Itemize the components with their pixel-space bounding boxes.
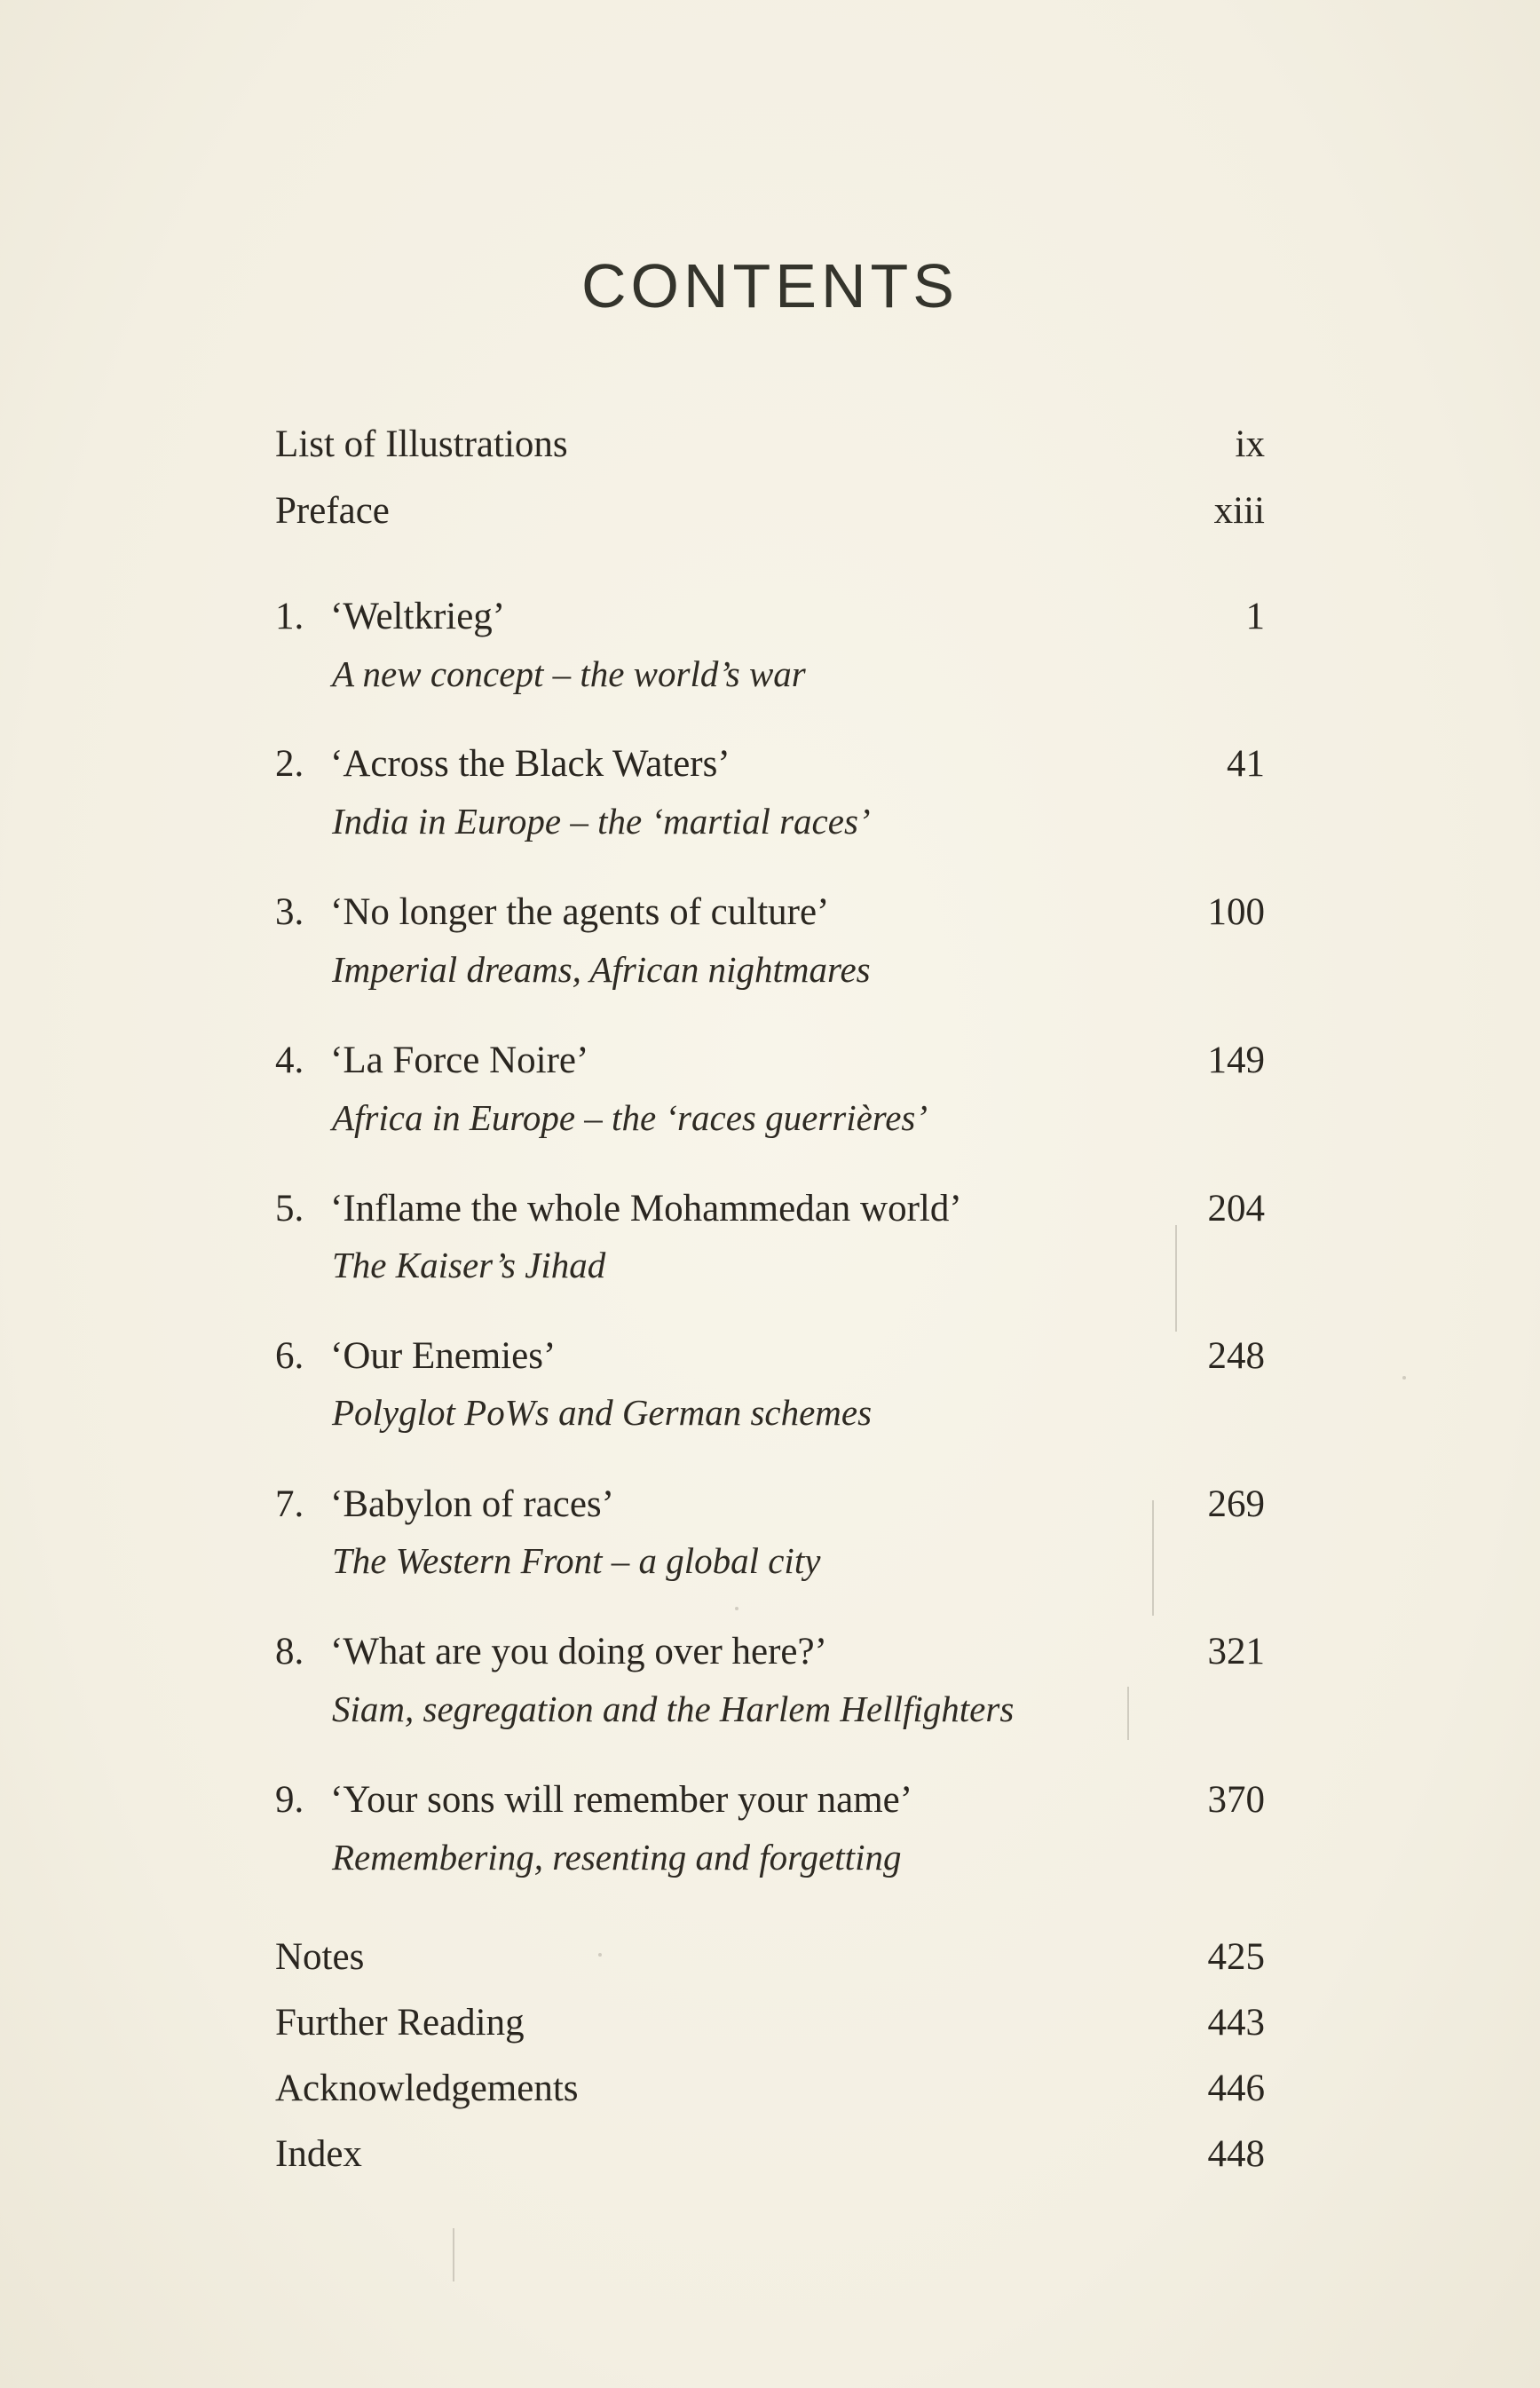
scan-mark <box>1402 1376 1406 1380</box>
toc-entry-page: xiii <box>1213 490 1265 532</box>
toc-entry-acknowledgements[interactable] <box>275 2067 1265 2111</box>
toc-chapter-9[interactable] <box>275 1778 1265 1823</box>
chapter-page: 204 <box>1207 1188 1265 1230</box>
chapter-page: 41 <box>1227 743 1265 785</box>
chapter-number: 5. <box>275 1188 304 1230</box>
chapter-page: 100 <box>1207 891 1265 933</box>
toc-entry-notes[interactable] <box>275 1935 1265 1980</box>
chapter-page: 370 <box>1207 1779 1265 1821</box>
toc-entry-label: List of Illustrations <box>275 423 568 465</box>
chapter-page: 149 <box>1207 1040 1265 1081</box>
toc-entry-page: 425 <box>1207 1936 1265 1978</box>
toc-entry-page: 448 <box>1207 2133 1265 2175</box>
chapter-subtitle: The Kaiser’s Jihad <box>332 1245 606 1285</box>
scan-mark <box>1175 1225 1177 1332</box>
chapter-title: ‘La Force Noire’ <box>330 1040 589 1081</box>
chapter-subtitle: Imperial dreams, African nightmares <box>332 949 871 990</box>
toc-entry-further-reading[interactable] <box>275 2001 1265 2045</box>
scan-mark <box>1152 1500 1154 1616</box>
toc-chapter-1[interactable] <box>275 595 1265 639</box>
page-title: CONTENTS <box>581 251 959 320</box>
chapter-number: 1. <box>275 596 304 637</box>
toc-entry-label: Acknowledgements <box>275 2068 579 2109</box>
chapter-subtitle: India in Europe – the ‘martial races’ <box>332 801 871 842</box>
chapter-subtitle: Africa in Europe – the ‘races guerrières’ <box>332 1097 928 1138</box>
chapter-title: ‘Weltkrieg’ <box>330 596 506 637</box>
chapter-subtitle: Polyglot PoWs and German schemes <box>332 1392 873 1433</box>
chapter-page: 1 <box>1245 596 1265 637</box>
toc-entry-page: 443 <box>1207 2002 1265 2044</box>
chapter-page: 321 <box>1207 1631 1265 1672</box>
chapter-number: 3. <box>275 891 304 933</box>
chapter-number: 2. <box>275 743 304 785</box>
toc-chapter-2[interactable] <box>275 742 1265 787</box>
toc-chapter-5[interactable] <box>275 1187 1265 1231</box>
toc-entry-page: ix <box>1235 423 1265 465</box>
chapter-title: ‘Your sons will remember your name’ <box>330 1779 913 1821</box>
chapter-number: 6. <box>275 1335 304 1377</box>
toc-chapter-3[interactable] <box>275 890 1265 935</box>
toc-entry-label: Index <box>275 2133 362 2175</box>
chapter-title: ‘Our Enemies’ <box>330 1335 557 1377</box>
chapter-title: ‘No longer the agents of culture’ <box>330 891 830 933</box>
chapter-title: ‘What are you doing over here?’ <box>330 1631 827 1672</box>
chapter-subtitle: A new concept – the world’s war <box>332 653 806 694</box>
scan-mark <box>1127 1687 1129 1740</box>
chapter-number: 4. <box>275 1040 304 1081</box>
chapter-title: ‘Inflame the whole Mohammedan world’ <box>330 1188 962 1230</box>
toc-entry-page: 446 <box>1207 2068 1265 2109</box>
chapter-title: ‘Babylon of races’ <box>330 1483 614 1525</box>
chapter-subtitle: Remembering, resenting and forgetting <box>332 1837 902 1878</box>
chapter-page: 248 <box>1207 1335 1265 1377</box>
toc-entry-label: Further Reading <box>275 2002 525 2044</box>
toc-entry-list-of-illustrations[interactable] <box>275 423 1265 467</box>
chapter-number: 7. <box>275 1483 304 1525</box>
toc-entry-label: Notes <box>275 1936 365 1978</box>
chapter-subtitle: The Western Front – a global city <box>332 1540 821 1581</box>
toc-chapter-4[interactable] <box>275 1039 1265 1083</box>
chapter-number: 9. <box>275 1779 304 1821</box>
toc-entry-index[interactable] <box>275 2132 1265 2177</box>
toc-entry-preface[interactable] <box>275 489 1265 534</box>
toc-chapter-8[interactable] <box>275 1630 1265 1674</box>
toc-chapter-7[interactable] <box>275 1483 1265 1527</box>
chapter-subtitle: Siam, segregation and the Harlem Hellfighters <box>332 1688 1015 1729</box>
scan-mark <box>735 1607 738 1610</box>
toc-chapter-6[interactable] <box>275 1334 1265 1379</box>
chapter-number: 8. <box>275 1631 304 1672</box>
toc-entry-label: Preface <box>275 490 390 532</box>
scan-mark <box>453 2228 454 2281</box>
scan-mark <box>598 1953 602 1957</box>
chapter-page: 269 <box>1207 1483 1265 1525</box>
chapter-title: ‘Across the Black Waters’ <box>330 743 731 785</box>
